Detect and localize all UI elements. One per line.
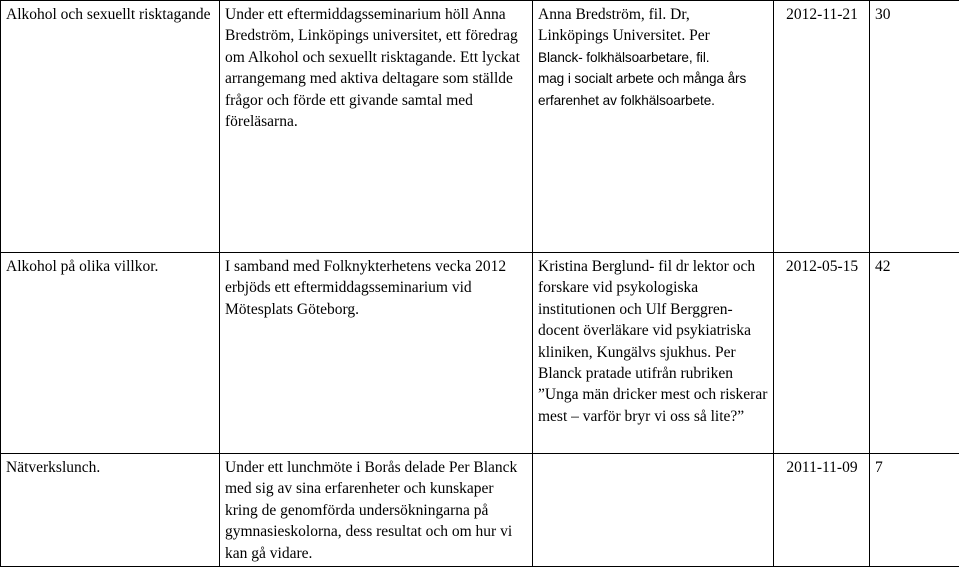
event-title: Alkohol på olika villkor.: [1, 253, 220, 454]
event-date: 2012-05-15: [774, 253, 870, 454]
speaker-line: erfarenhet av folkhälsoarbete.: [538, 92, 715, 108]
participant-count: 30: [870, 1, 959, 253]
event-speakers: [533, 454, 774, 567]
event-speakers: Kristina Berglund- fil dr lektor och forskare vid psykologiska institutionen och Ulf Berggren- docent överläkare vid psykiatriska kliniken, Kungälvs sjukhus. Per Blanck pratade utifrån rubriken ”Unga män dricker mest och riskerar mest – varför bryr vi oss så lite?”: [533, 253, 774, 454]
event-title: Alkohol och sexuellt risktagande: [1, 1, 220, 253]
speaker-line: Anna Bredström, fil. Dr,: [538, 6, 690, 23]
table-row: [1, 1, 959, 253]
table-row: [1, 253, 959, 454]
event-description: I samband med Folknykterhetens vecka 2012 erbjöds ett eftermiddagsseminarium vid Mötesplats Göteborg.: [220, 253, 533, 454]
event-date: 2012-11-21: [774, 1, 870, 253]
speaker-line: Linköpings Universitet. Per: [538, 27, 710, 45]
event-title: Nätverkslunch.: [1, 454, 220, 567]
table-row: [1, 454, 959, 567]
speaker-line: Blanck- folkhälsoarbetare, fil.: [538, 49, 710, 65]
participant-count: 7: [870, 454, 959, 567]
participant-count: 42: [870, 253, 959, 454]
event-description: Under ett lunchmöte i Borås delade Per Blanck med sig av sina erfarenheter och kunskaper kring de genomförda undersökningarna på gymnasieskolorna, dess resultat och om hur vi kan gå vidare.: [220, 454, 533, 567]
event-description: Under ett eftermiddagsseminarium höll Anna Bredström, Linköpings universitet, ett föredrag om Alkohol och sexuellt risktagande. Ett lyckat arrangemang med aktiva deltagare som ställde frågor och förde ett givande samtal med föreläsarna.: [220, 1, 533, 253]
speaker-line: mag i socialt arbete och många års: [538, 71, 747, 87]
event-speakers: [533, 1, 774, 253]
event-date: 2011-11-09: [774, 454, 870, 567]
